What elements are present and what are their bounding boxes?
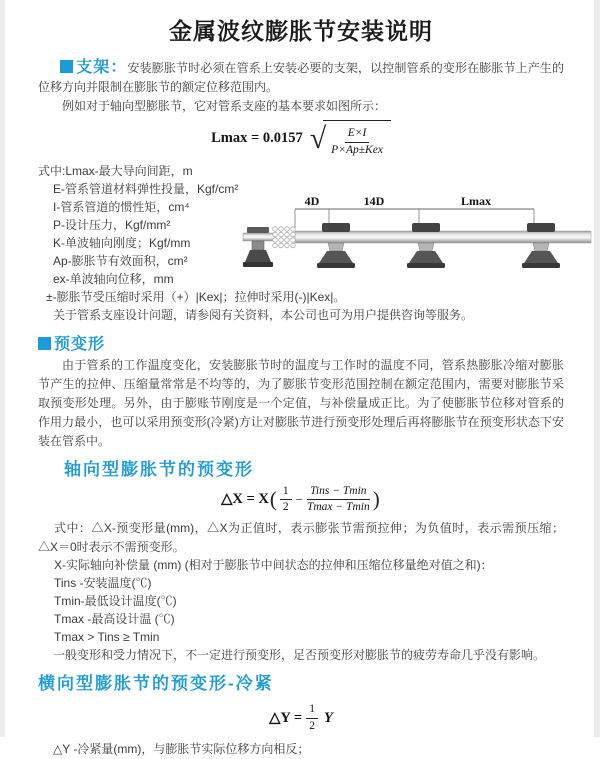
fraction-denominator: 2 xyxy=(282,501,289,514)
half-fraction xyxy=(306,703,318,734)
fraction-numerator: 1 xyxy=(280,485,292,501)
formula-lmax xyxy=(211,120,391,158)
definition-line: P-设计压力，Kgf/mm² xyxy=(53,217,171,232)
definition-line: Ap-膨胀节有效面积，cm² xyxy=(53,253,188,268)
subsection-heading-lateral: 横向型膨胀节的预变形-冷紧 xyxy=(38,674,274,694)
bellows-icon xyxy=(273,227,296,248)
half-fraction xyxy=(280,485,292,516)
definition-line: I-管系管道的惯性矩，cm⁴ xyxy=(53,199,190,214)
definition-line: K-单波轴向刚度；Kgf/mm xyxy=(53,235,191,250)
sqrt-fraction xyxy=(331,127,383,158)
dimension-label-lmax: Lmax xyxy=(461,194,491,208)
axial-wrap-paragraph: 式中：△X-预变形量(mm)，△X为正值时，表示膨张节需预拉伸；为负值时，表示需预压缩；△X＝0时表示不需预变形。 xyxy=(38,521,564,554)
diagram-svg xyxy=(243,192,595,288)
section-square-icon xyxy=(38,337,51,350)
pipe-stub xyxy=(243,233,275,241)
axial-note-line: X-实际轴向补偿量 (mm) (相对于膨胀节中间状态的拉伸和压缩位移量绝对值之和)： xyxy=(54,558,493,573)
formula-lmax-lhs: Lmax = 0.0157 xyxy=(211,130,303,147)
subsection-heading-axial: 轴向型膨胀节的预变形 xyxy=(64,459,254,479)
support-note-line: 关于管系支座设计问题，请参阅有关资料，本公司也可为用户提供咨询等服务。 xyxy=(53,307,474,322)
fraction-denominator: 2 xyxy=(309,719,315,732)
formula-numerator: E×I xyxy=(345,127,370,143)
close-paren: ) xyxy=(372,487,380,512)
minus-sign: − xyxy=(295,491,303,507)
pipe-support-icon xyxy=(407,223,445,268)
fraction-numerator: Tins − Tmin xyxy=(307,485,369,501)
axial-note-line: Tmax -最高设计温 (℃) xyxy=(54,612,175,627)
formula-lateral-rhs: Y xyxy=(323,709,333,726)
formula-lateral-row xyxy=(38,703,564,734)
axial-note-line: 一般变形和受力情况下，不一定进行预变形，足否预变形对膨胀节的疲劳寿命几乎没有影响。 xyxy=(53,648,546,663)
page-title: 金属波纹膨胀节安装说明 xyxy=(169,18,433,44)
formula-lmax-row xyxy=(38,120,564,158)
axial-note-line: Tmax > Tins ≥ Tmin xyxy=(54,630,160,645)
pipe-support-icon xyxy=(522,223,560,268)
definition-line: ±-膨胀节受压缩时采用（+）|Kex|；拉伸时采用(-)|Kex|。 xyxy=(46,289,346,304)
lateral-note-line: △Y -冷紧量(mm)，与膨胀节实际位移方向相反； xyxy=(53,741,310,756)
axial-note-line: Tmin-最低设计温度(℃) xyxy=(54,594,177,609)
temperature-fraction xyxy=(307,485,370,516)
support-intro-paragraph xyxy=(38,58,564,97)
open-paren: ( xyxy=(269,487,277,512)
pipe xyxy=(295,231,591,243)
dimension-label-14d: 14D xyxy=(363,194,385,208)
fraction-numerator: 1 xyxy=(306,703,318,719)
radical-icon: √ xyxy=(309,122,327,156)
section-square-icon xyxy=(60,60,73,73)
definition-line: E-管系管道材料弹性投量，Kgf/cm² xyxy=(53,181,239,196)
definition-line: 式中:Lmax-最大导向间距，m xyxy=(38,163,193,178)
support-example-line: 例如对于轴向型膨胀节，它对管系支座的基本要求如图所示： xyxy=(62,99,387,113)
section-heading-preset: 预变形 xyxy=(38,334,564,356)
fraction-denominator: Tmax − Tmin xyxy=(306,501,370,514)
formula-axial xyxy=(221,485,380,516)
pipe-support-diagram xyxy=(243,192,595,288)
sqrt-radical xyxy=(310,120,391,158)
support-intro-text: 安装膨胀节时必须在管系上安装必要的支架，以控制管系的变形在膨胀节上产生的位移方向并限制在膨胀节的额定位移范围内。 xyxy=(38,61,564,94)
formula-lateral xyxy=(269,703,333,734)
formula-lateral-lhs: △Y = xyxy=(269,709,303,726)
formula-denominator: P×Ap±Kex xyxy=(331,143,383,156)
axial-note-line: Tins -安装温度(℃) xyxy=(54,576,152,591)
pipe-support-icon xyxy=(317,223,355,268)
definition-line: ex-单波轴向位移，mm xyxy=(53,271,174,286)
section-heading-support: 支架： xyxy=(76,59,128,76)
formula-axial-row xyxy=(38,485,564,516)
formula-axial-lhs: △X = X xyxy=(221,491,269,508)
dimension-label-4d: 4D xyxy=(304,194,320,208)
preset-paragraph: 由于管系的工作温度变化，安装膨胀节时的温度与工作时的温度不同，管系热膨胀冷缩对膨胀节产生的拉伸、压缩量常常是不均等的，为了膨胀节变形范围控制在额定范围内，需要对膨胀节采取预变形处理。另外，由于膨账节刚度是一个定值，与补偿量成正比。为了使膨胀节位移对管系的作用力最小，也可以采用预变形(冷紧)方让对膨胀节进行预变形处理后再将膨胀节在预变形状态下安装在管系中。 xyxy=(38,357,564,448)
